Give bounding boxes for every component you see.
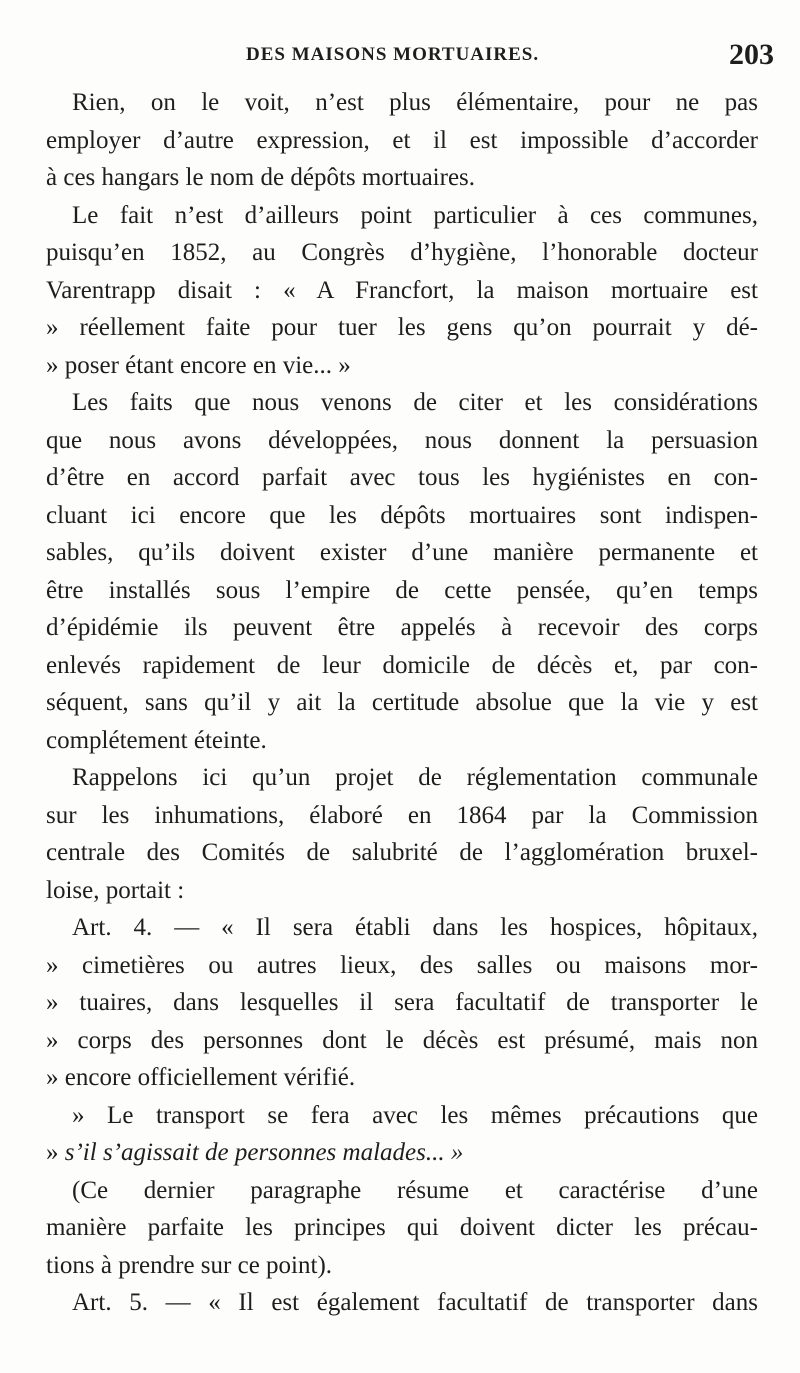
text-line: tions à prendre sur ce point). — [46, 1251, 333, 1279]
text-line: loise, portait : — [46, 876, 185, 904]
text-line: Varentrapp disait : « A Francfort, la maison mortuaire est — [46, 276, 758, 304]
text-line: à ces hangars le nom de dépôts mortuaires. — [46, 164, 476, 191]
text-line: employer d’autre expression, et il est impossible d’accorder — [46, 126, 758, 154]
text-line: séquent, sans qu’il y ait la certitude absolue que la vie y est — [46, 689, 758, 716]
text-line: » s’il s’agissait de personnes malades... » — [46, 1139, 464, 1166]
text-line: d’épidémie ils peuvent être appelés à recevoir des corps — [46, 614, 758, 641]
text-line: » corps des personnes dont le décès est présumé, mais non — [46, 1026, 758, 1054]
text-line: centrale des Comités de salubrité de l’agglomération bruxel- — [46, 839, 758, 866]
text-line: Art. 5. — « Il est également facultatif de transporter dans — [72, 1289, 758, 1316]
text-line: Rien, on le voit, n’est plus élémentaire, pour ne pas — [72, 89, 758, 116]
text-line: Rappelons ici qu’un projet de réglementation communale — [72, 764, 758, 791]
text-line: puisqu’en 1852, au Congrès d’hygiène, l’honorable docteur — [46, 239, 758, 266]
running-head — [0, 36, 800, 76]
text-line: manière parfaite les principes qui doivent dicter les précau- — [46, 1214, 758, 1241]
text-line: (Ce dernier paragraphe résume et caractérise d’une — [72, 1176, 758, 1204]
text-line: Art. 4. — « Il sera établi dans les hospices, hôpitaux, — [72, 914, 758, 941]
text-line: Les faits que nous venons de citer et les considérations — [72, 389, 758, 416]
text-line: » Le transport se fera avec les mêmes précautions que — [72, 1101, 758, 1129]
text-line: sables, qu’ils doivent exister d’une manière permanente et — [46, 539, 758, 566]
text-line: Le fait n’est d’ailleurs point particulier à ces communes, — [72, 201, 758, 229]
text-line: être installés sous l’empire de cette pensée, qu’en temps — [46, 576, 758, 604]
text-line: complétement éteinte. — [46, 726, 267, 754]
text-line: » cimetières ou autres lieux, des salles ou maisons mor- — [46, 951, 758, 979]
text-line: d’être en accord parfait avec tous les hygiénistes en con- — [46, 464, 758, 491]
text-line: que nous avons développées, nous donnent la persuasion — [46, 426, 758, 454]
text-line: cluant ici encore que les dépôts mortuaires sont indispen- — [46, 501, 758, 529]
text-line: sur les inhumations, élaboré en 1864 par la Commission — [46, 801, 758, 829]
text-line: » poser étant encore en vie... » — [46, 351, 351, 379]
page-number: 203 — [729, 38, 774, 71]
text-line: enlevés rapidement de leur domicile de décès et, par con- — [46, 651, 758, 679]
text-line: » réellement faite pour tuer les gens qu’on pourrait y dé- — [46, 314, 758, 341]
text-line: » encore officiellement vérifié. — [46, 1064, 356, 1091]
text-line: » tuaires, dans lesquelles il sera facultatif de transporter le — [46, 989, 758, 1016]
body-text — [46, 84, 758, 1322]
running-head-title: DES MAISONS MORTUAIRES. — [246, 44, 540, 65]
